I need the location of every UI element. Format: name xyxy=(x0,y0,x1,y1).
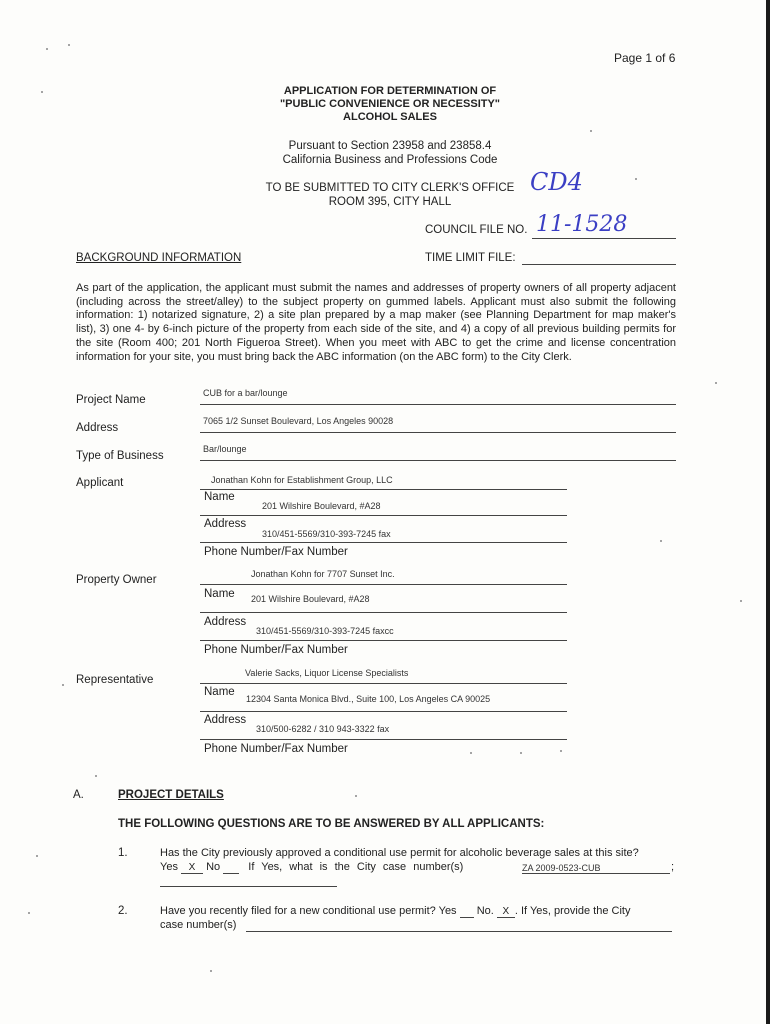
q1-case-prompt: If Yes, what is the City case number(s) xyxy=(248,861,464,873)
owner-phone-value[interactable]: 310/451-5569/310-393-7245 faxcc xyxy=(256,626,394,636)
q2-row xyxy=(160,905,630,918)
handwritten-cd-note: CD4 xyxy=(530,168,583,196)
submission-block xyxy=(200,181,580,209)
type-of-business-value[interactable]: Bar/lounge xyxy=(203,444,247,454)
scan-edge-border xyxy=(766,0,770,1024)
q1-text: Has the City previously approved a conditional use permit for alcoholic beverage sales at this site? xyxy=(160,847,639,859)
q1-answer-row xyxy=(160,861,463,874)
q2-no-label: No. xyxy=(476,905,494,917)
address-line xyxy=(200,432,676,433)
rep-address-line xyxy=(200,711,567,712)
applicant-name-value[interactable]: Jonathan Kohn for Establishment Group, LLC xyxy=(211,475,393,485)
title-line-3: ALCOHOL SALES xyxy=(343,111,437,123)
owner-name-line xyxy=(200,584,567,585)
pursuant-block xyxy=(200,139,580,167)
applicant-address-value[interactable]: 201 Wilshire Boulevard, #A28 xyxy=(262,501,381,511)
rep-phone-value[interactable]: 310/500-6282 / 310 943-3322 fax xyxy=(256,724,390,734)
project-name-line xyxy=(200,404,676,405)
q2-followup: . If Yes, provide the City xyxy=(514,905,631,917)
project-name-value[interactable]: CUB for a bar/lounge xyxy=(203,388,288,398)
applicant-address-line xyxy=(200,515,567,516)
form-title xyxy=(200,85,580,124)
q1-no-field[interactable] xyxy=(223,861,239,874)
q2-case-label: case number(s) xyxy=(160,919,237,931)
owner-name-value[interactable]: Jonathan Kohn for 7707 Sunset Inc. xyxy=(251,569,395,579)
applicant-phone-label: Phone Number/Fax Number xyxy=(204,546,348,558)
pursuant-line-1: Pursuant to Section 23958 and 23858.4 xyxy=(288,140,492,152)
address-label: Address xyxy=(76,422,119,434)
q1-no-label: No xyxy=(206,861,221,873)
q1-yes-field[interactable]: X xyxy=(181,862,203,874)
rep-address-label: Address xyxy=(204,714,247,726)
q2-number: 2. xyxy=(118,905,128,917)
rep-address-value[interactable]: 12304 Santa Monica Blvd., Suite 100, Los Angeles CA 90025 xyxy=(246,694,491,704)
q2-yes-field[interactable] xyxy=(460,905,474,918)
section-a-letter: A. xyxy=(73,789,84,801)
background-paragraph: As part of the application, the applicant must submit the names and addresses of property owners of all property adjacent (including across the street/alley) to the subject property on gummed labels. Applicant must also submit the following information: 1) notarized signature, 2) a site plan prepared by a map maker (see Planning Department for map maker's list), 3) one 4- by 6-inch picture of the property from each side of the site, and 4) a copy of all previous building permits for the site (Room 400; 201 North Figueroa Street). When you meet with ABC to get the crime and license concentration information for your site, you must bring back the ABC information (on the ABC form) to the City Clerk. xyxy=(76,282,676,363)
applicant-phone-value[interactable]: 310/451-5569/310-393-7245 fax xyxy=(262,529,391,539)
applicant-label: Applicant xyxy=(76,477,124,489)
section-a-heading: PROJECT DETAILS xyxy=(118,789,224,801)
submit-line-1: TO BE SUBMITTED TO CITY CLERK'S OFFICE xyxy=(265,182,515,194)
title-line-2: "PUBLIC CONVENIENCE OR NECESSITY" xyxy=(279,98,501,110)
submit-line-2: ROOM 395, CITY HALL xyxy=(328,196,452,208)
project-name-label: Project Name xyxy=(76,394,146,406)
q1-extra-line[interactable] xyxy=(160,886,337,887)
type-of-business-line xyxy=(200,460,676,461)
rep-name-label: Name xyxy=(204,686,235,698)
rep-name-line xyxy=(200,683,567,684)
applicant-name-label: Name xyxy=(204,491,235,503)
background-heading: BACKGROUND INFORMATION xyxy=(76,252,242,264)
owner-address-value[interactable]: 201 Wilshire Boulevard, #A28 xyxy=(251,594,370,604)
q1-number: 1. xyxy=(118,847,128,859)
q1-yes-label: Yes xyxy=(160,861,178,873)
address-value[interactable]: 7065 1/2 Sunset Boulevard, Los Angeles 90028 xyxy=(203,416,394,426)
page-number: Page 1 of 6 xyxy=(614,51,676,65)
owner-phone-label: Phone Number/Fax Number xyxy=(204,644,348,656)
rep-phone-label: Phone Number/Fax Number xyxy=(204,743,348,755)
q1-case-number-field[interactable]: ZA 2009-0523-CUB xyxy=(522,863,670,874)
q1-semicolon: ; xyxy=(671,861,675,873)
applicant-address-label: Address xyxy=(204,518,247,530)
pursuant-line-2: California Business and Professions Code xyxy=(282,154,498,166)
property-owner-label: Property Owner xyxy=(76,574,157,586)
owner-name-label: Name xyxy=(204,588,235,600)
q2-no-field[interactable]: X xyxy=(497,906,515,918)
representative-label: Representative xyxy=(76,674,154,686)
time-limit-line[interactable] xyxy=(522,264,676,265)
q2-case-number-line[interactable] xyxy=(246,931,672,932)
time-limit-label: TIME LIMIT FILE: xyxy=(425,252,516,264)
q2-text: Have you recently filed for a new conditional use permit? Yes xyxy=(160,905,457,917)
council-file-value[interactable]: 11-1528 xyxy=(536,212,628,237)
rep-phone-line xyxy=(200,739,567,740)
rep-name-value[interactable]: Valerie Sacks, Liquor License Specialists xyxy=(245,668,409,678)
applicant-phone-line xyxy=(200,542,567,543)
title-line-1: APPLICATION FOR DETERMINATION OF xyxy=(283,85,497,97)
owner-address-label: Address xyxy=(204,616,247,628)
type-of-business-label: Type of Business xyxy=(76,450,164,462)
council-file-label: COUNCIL FILE NO. xyxy=(425,224,528,236)
owner-address-line xyxy=(200,612,567,613)
applicant-name-line xyxy=(200,489,567,490)
owner-phone-line xyxy=(200,640,567,641)
section-a-subheading: THE FOLLOWING QUESTIONS ARE TO BE ANSWERED BY ALL APPLICANTS: xyxy=(118,818,545,830)
council-file-line xyxy=(532,238,676,239)
